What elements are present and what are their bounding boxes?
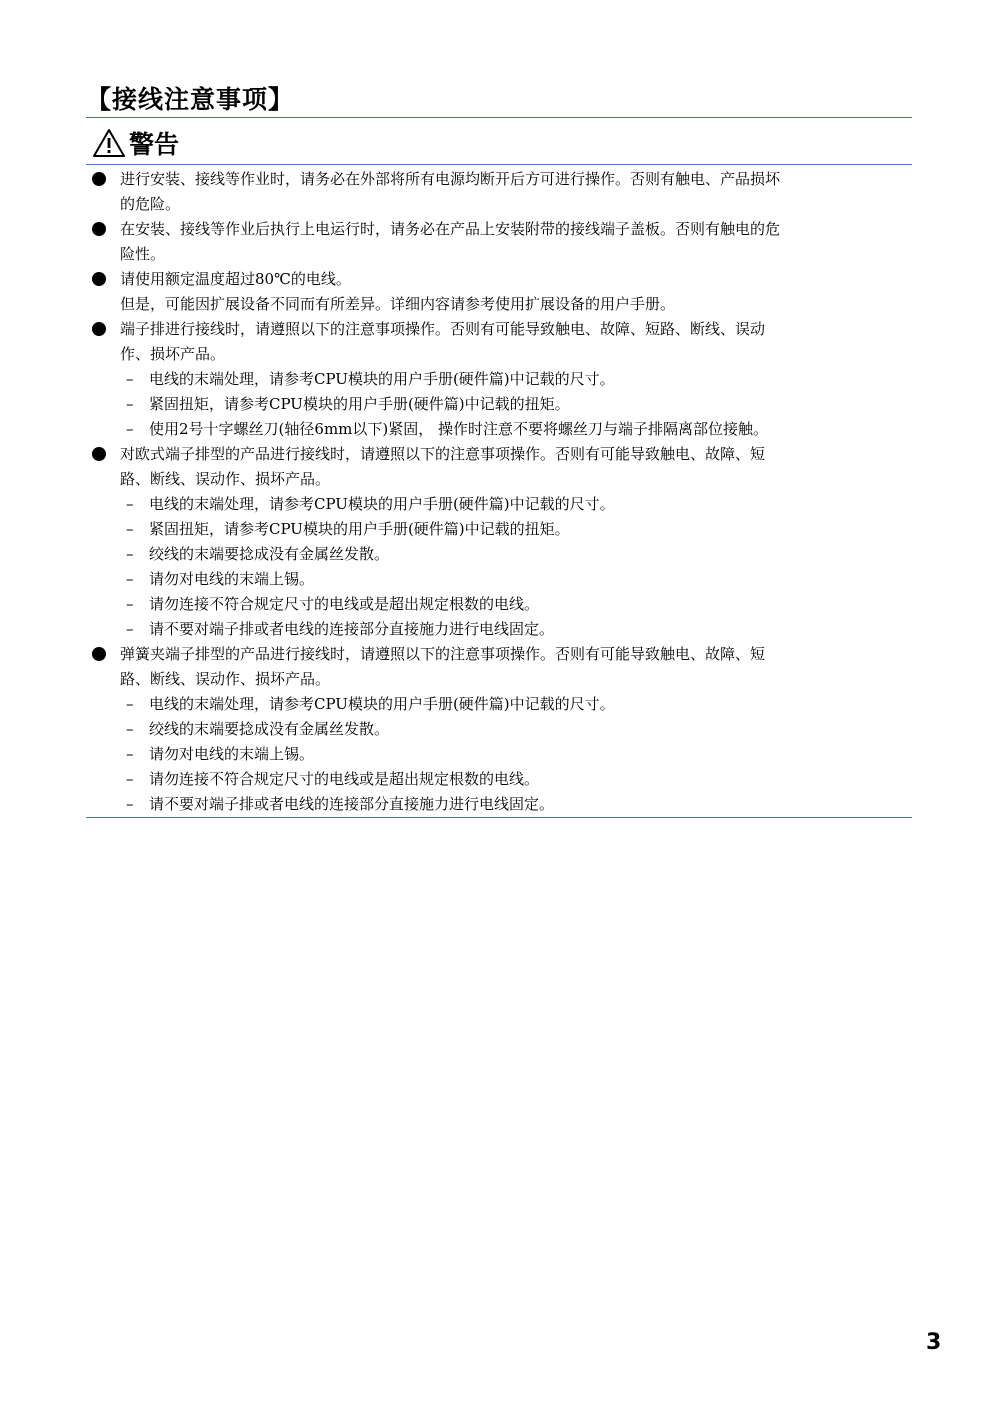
sub-item-text: 请不要对端子排或者电线的连接部分直接施力进行电线固定。 (149, 620, 555, 638)
bullet-icon (92, 647, 106, 661)
bullet-icon (92, 447, 106, 461)
dash-marker: – (126, 620, 134, 638)
dash-marker: – (126, 570, 134, 588)
bottom-divider (86, 817, 912, 818)
bullet-item (92, 217, 902, 267)
bullet-text-line: 的危险。 (120, 195, 181, 213)
dash-marker: – (126, 420, 134, 438)
sub-item (92, 592, 902, 617)
bullet-item (92, 267, 902, 317)
bullet-icon (92, 272, 106, 286)
bullet-text-line: 但是，可能因扩展设备不同而有所差异。详细内容请参考使用扩展设备的用户手册。 (120, 295, 676, 313)
dash-marker: – (126, 495, 134, 513)
bullet-text-line: 作、损坏产品。 (120, 345, 226, 363)
bullet-icon (92, 222, 106, 236)
sub-item (92, 742, 902, 767)
dash-marker: – (126, 720, 134, 738)
sub-item-text: 请勿对电线的末端上锡。 (149, 745, 315, 763)
dash-marker: – (126, 370, 134, 388)
sub-item-text: 使用2号十字螺丝刀(轴径6mm以下)紧固， 操作时注意不要将螺丝刀与端子排隔离部位接触。 (149, 420, 769, 438)
warning-header (92, 126, 179, 160)
sub-item (92, 717, 902, 742)
sub-item (92, 392, 902, 417)
bullet-text-line: 弹簧夹端子排型的产品进行接线时，请遵照以下的注意事项操作。否则有可能导致触电、故障、短 (120, 645, 766, 663)
bullet-text-line: 对欧式端子排型的产品进行接线时，请遵照以下的注意事项操作。否则有可能导致触电、故障、短 (120, 445, 766, 463)
page-number: 3 (926, 1330, 942, 1355)
sub-item (92, 417, 902, 442)
section-title: 【接线注意事项】 (86, 85, 295, 114)
bullet-item (92, 442, 902, 492)
sub-item (92, 542, 902, 567)
title-divider (86, 117, 912, 118)
sub-item-text: 请勿连接不符合规定尺寸的电线或是超出规定根数的电线。 (149, 770, 540, 788)
bullet-item (92, 642, 902, 692)
warning-label: 警告 (129, 130, 180, 159)
sub-item-text: 请勿连接不符合规定尺寸的电线或是超出规定根数的电线。 (149, 595, 540, 613)
bullet-text-line: 进行安装、接线等作业时，请务必在外部将所有电源均断开后方可进行操作。否则有触电、产品损坏 (120, 170, 781, 188)
dash-marker: – (126, 520, 134, 538)
sub-item (92, 367, 902, 392)
dash-marker: – (126, 770, 134, 788)
sub-item-text: 紧固扭矩，请参考CPU模块的用户手册(硬件篇)中记载的扭矩。 (149, 395, 570, 413)
warning-list (92, 167, 902, 817)
bullet-text-line: 在安装、接线等作业后执行上电运行时，请务必在产品上安装附带的接线端子盖板。否则有触电的危 (120, 220, 781, 238)
bullet-text-line: 路、断线、误动作、损坏产品。 (120, 470, 331, 488)
sub-item (92, 492, 902, 517)
bullet-text-line: 路、断线、误动作、损坏产品。 (120, 670, 331, 688)
bullet-text-line: 请使用额定温度超过80℃的电线。 (120, 270, 351, 288)
bullet-item (92, 167, 902, 217)
sub-item (92, 567, 902, 592)
bullet-icon (92, 172, 106, 186)
sub-item-text: 电线的末端处理，请参考CPU模块的用户手册(硬件篇)中记载的尺寸。 (149, 370, 615, 388)
sub-item (92, 517, 902, 542)
bullet-item (92, 317, 902, 367)
sub-item (92, 617, 902, 642)
bullet-icon (92, 322, 106, 336)
bullet-text-line: 端子排进行接线时，请遵照以下的注意事项操作。否则有可能导致触电、故障、短路、断线、误动 (120, 320, 766, 338)
sub-item (92, 792, 902, 817)
sub-item-text: 请不要对端子排或者电线的连接部分直接施力进行电线固定。 (149, 795, 555, 813)
bullet-text-line: 险性。 (120, 245, 166, 263)
sub-item (92, 767, 902, 792)
sub-item-text: 电线的末端处理，请参考CPU模块的用户手册(硬件篇)中记载的尺寸。 (149, 695, 615, 713)
dash-marker: – (126, 745, 134, 763)
dash-marker: – (126, 695, 134, 713)
sub-item-text: 请勿对电线的末端上锡。 (149, 570, 315, 588)
sub-item-text: 电线的末端处理，请参考CPU模块的用户手册(硬件篇)中记载的尺寸。 (149, 495, 615, 513)
dash-marker: – (126, 395, 134, 413)
sub-item-text: 紧固扭矩，请参考CPU模块的用户手册(硬件篇)中记载的扭矩。 (149, 520, 570, 538)
sub-item-text: 绞线的末端要捻成没有金属丝发散。 (149, 545, 390, 563)
dash-marker: – (126, 795, 134, 813)
warning-divider (86, 164, 912, 165)
sub-item-text: 绞线的末端要捻成没有金属丝发散。 (149, 720, 390, 738)
dash-marker: – (126, 545, 134, 563)
dash-marker: – (126, 595, 134, 613)
warning-triangle-icon (92, 128, 126, 158)
sub-item (92, 692, 902, 717)
